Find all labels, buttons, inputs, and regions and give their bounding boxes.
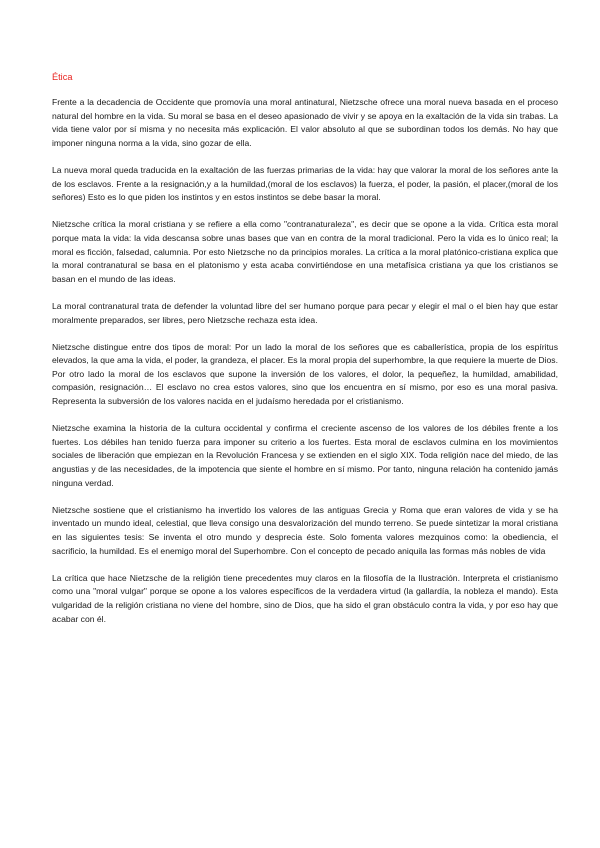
paragraph: Nietzsche examina la historia de la cultura occidental y confirma el creciente ascenso de los valores de los débiles frente a los fuertes. Los débiles han tenido fuerza para imponer su criterio a los fuertes. Esta moral de esclavos culmina en los movimientos sociales de liberación que empiezan en la Revolución Francesa y se extienden en el siglo XIX. Toda religión nace del miedo, de las angustias y de las necesidades, de la impotencia que siente el hombre en sí mismo. Por tanto, ninguna relación ha contenido jamás ninguna verdad. bbox=[52, 423, 558, 488]
paragraph: La nueva moral queda traducida en la exaltación de las fuerzas primarias de la vida: hay que valorar la moral de los señores ante la de los esclavos. Frente a la resignación,y a la humildad,(moral de los esclavos) la fuerza, el poder, la pasión, el placer,(moral de los señores) Esto es lo que piden los instintos y en estos instintos se debe basar la moral. bbox=[52, 164, 558, 203]
document-body bbox=[52, 71, 558, 640]
paragraph: Nietzsche sostiene que el cristianismo ha invertido los valores de las antiguas Grecia y Roma que eran valores de vida y se ha inventado un mundo ideal, celestial, que lleva consigo una desvalorización del mundo terreno. Se puede sintetizar la moral cristiana en las siguientes tesis: Se inventa el otro mundo y desprecia éste. Solo fomenta valores mezquinos como: la obediencia, el sacrificio, la humildad. Es el enemigo moral del Superhombre. Con el concepto de pecado aniquila las formas más nobles de vida bbox=[52, 504, 558, 556]
paragraph: La moral contranatural trata de defender la voluntad libre del ser humano porque para pecar y elegir el mal o el bien hay que estar moralmente preparados, ser libres, pero Nietzsche rechaza esta idea. bbox=[52, 300, 558, 325]
paragraph: La crítica que hace Nietzsche de la religión tiene precedentes muy claros en la filosofía de la Ilustración. Interpreta el cristianismo como una "moral vulgar" porque se opone a los valores específicos de la verdadera virtud (la gallardía, la nobleza el mando). Esta vulgaridad de la religión cristiana no viene del hombre, sino de Dios, que ha sido el gran obstáculo contra la vida, y por eso hay que acabar con él. bbox=[52, 572, 558, 624]
document-title: Ética bbox=[52, 72, 73, 82]
paragraph: Frente a la decadencia de Occidente que promovía una moral antinatural, Nietzsche ofrece una moral nueva basada en el proceso natural del hombre en la vida. Su moral se basa en el deseo apasionado de vivir y se apoya en la exaltación de la vida sin trabas. La vida tiene valor por sí misma y no necesita más explicación. El valor absoluto al que se subordinan todos los demás. No hay que imponer ninguna norma a la vida, sino gozar de ella. bbox=[52, 97, 558, 148]
paragraph: Nietzsche crítica la moral cristiana y se refiere a ella como "contranaturaleza", es decir que se opone a la vida. Crítica esta moral porque mata la vida: la vida descansa sobre unas bases que van en contra de la moral tradicional. Pero la vida es lo único real; la moral es ficción, falsedad, calumnia. Por esto Nietzsche no da principios morales. La crítica a la moral platónico-cristiana explica que la moral contranatural se basa en el platonismo y esta acaba convirtiéndose en una metafísica cristiana ya que los cristianos se basan en el mundo de las ideas. bbox=[52, 219, 558, 284]
paragraph: Nietzsche distingue entre dos tipos de moral: Por un lado la moral de los señores que es caballerística, propia de los espíritus elevados, la que ama la vida, el poder, la grandeza, el placer. Es la moral propia del superhombre, la que requiere la muerte de Dios. Por otro lado la moral de los esclavos que supone la inversión de los valores, el dolor, la pequeñez, la humildad, amabilidad, compasión, resignación… El esclavo no crea estos valores, sino que los encuentra en sí mismo, por eso es una moral pasiva. Representa la subversión de los valores nacida en el judaísmo heredada por el cristianismo. bbox=[52, 341, 558, 407]
